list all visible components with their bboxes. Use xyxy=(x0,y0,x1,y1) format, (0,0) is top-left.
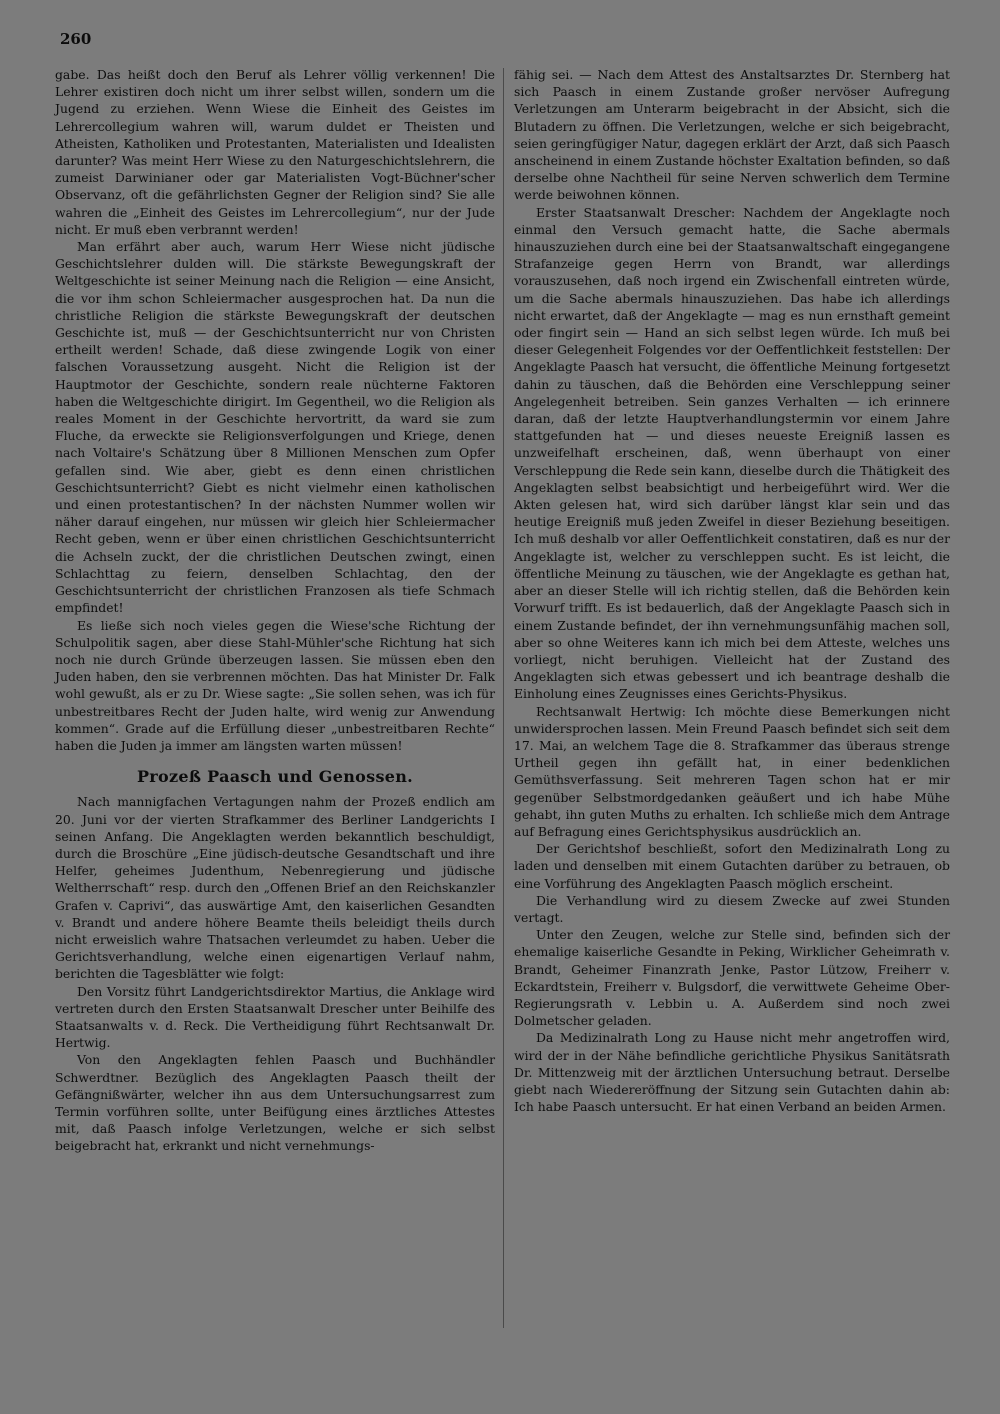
paragraph: Da Medizinalrath Long zu Hause nicht mehr angetroffen wird, wird der in der Nähe befindliche gerichtliche Physikus Sanitätsrath Dr. Mittenzweig mit der ärztlichen Untersuchung betraut. Derselbe giebt nach Wiedereröffnung der Sitzung sein Gutachten dahin ab: Ich habe Paasch untersucht. Er hat einen Verband an beiden Armen. xyxy=(514,1030,950,1115)
paragraph: Die Verhandlung wird zu diesem Zwecke auf zwei Stunden vertagt. xyxy=(514,892,950,925)
paragraph: Den Vorsitz führt Landgerichtsdirektor Martius, die Anklage wird vertreten durch den Ersten Staatsanwalt Drescher unter Beihilfe des Staatsanwalts v. d. Reck. Die Vertheidigung führt Rechtsanwalt Dr. Hertwig. xyxy=(55,983,495,1051)
left-column xyxy=(55,66,495,1155)
paragraph: Es ließe sich noch vieles gegen die Wiese'sche Richtung der Schulpolitik sagen, aber diese Stahl-Mühler'sche Richtung hat sich noch nie durch Gründe überzeugen lassen. Sie müssen eben den Juden haben, den sie verbrennen möchten. Das hat Minister Dr. Falk wohl gewußt, als er zu Dr. Wiese sagte: „Sie sollen sehen, was ich für unbestreitbares Recht der Juden halte, wird wenig zur Anwendung kommen“. Grade auf die Erfüllung dieser „unbestreitbaren Rechte“ haben die Juden ja immer am längsten warten müssen! xyxy=(55,617,495,753)
paragraph: Von den Angeklagten fehlen Paasch und Buchhändler Schwerdtner. Bezüglich des Angeklagten Paasch theilt der Gefängnißwärter, welcher ihn aus dem Untersuchungsarrest zum Termin vorführen sollte, unter Beifügung eines ärztliches Attestes mit, daß Paasch infolge Verletzungen, welche er sich selbst beigebracht hat, erkrankt und nicht vernehmungs- xyxy=(55,1052,495,1154)
paragraph: fähig sei. — Nach dem Attest des Anstaltsarztes Dr. Sternberg hat sich Paasch in einem Zustande großer nervöser Aufregung Verletzungen am Unterarm beigebracht in der Absicht, sich die Blutadern zu öffnen. Die Verletzungen, welche er sich beigebracht, seien geringfügiger Natur, dagegen erklärt der Arzt, daß sich Paasch anscheinend in einem Zustande höchster Exaltation befinden, so daß derselbe ohne Nachtheil für seine Nerven schwerlich dem Termine werde beiwohnen können. xyxy=(514,67,950,203)
paragraph: gabe. Das heißt doch den Beruf als Lehrer völlig verkennen! Die Lehrer existiren doch nicht um ihrer selbst willen, sondern um die Jugend zu erziehen. Wenn Wiese die Einheit des Geistes im Lehrercollegium wahren will, warum duldet er Theisten und Atheisten, Katholiken und Protestanten, Materialisten und Idealisten darunter? Was meint Herr Wiese zu den Naturgeschichtslehrern, die zumeist Darwinianer oder gar Materialisten Vogt-Büchner'scher Observanz, oft die gefährlichsten Gegner der Religion sind? Sie alle wahren die „Einheit des Geistes im Lehrercollegium“, nur der Jude nicht. Er muß eben verbrannt werden! xyxy=(55,67,495,237)
paragraph: Rechtsanwalt Hertwig: Ich möchte diese Bemerkungen nicht unwidersprochen lassen. Mein Freund Paasch befindet sich seit dem 17. Mai, an welchem Tage die 8. Strafkammer das überaus strenge Urtheil gegen ihn gefällt hat, in einer bedenklichen Gemüthsverfassung. Seit mehreren Tagen schon hat er mir gegenüber Selbstmordgedanken geäußert und ich habe Mühe gehabt, ihn guten Muths zu erhalten. Ich schließe mich dem Antrage auf Befragung eines Gerichtsphysikus ausdrücklich an. xyxy=(514,703,950,839)
column-divider xyxy=(503,68,504,1328)
paragraph: Man erfährt aber auch, warum Herr Wiese nicht jüdische Geschichtslehrer dulden will. Die stärkste Bewegungskraft der Weltgeschichte ist seiner Meinung nach die Religion — eine Ansicht, die vor ihm schon Schleiermacher ausgesprochen hat. Da nun die christliche Religion die stärkste Bewegungskraft der deutschen Geschichte ist, muß — der Geschichtsunterricht nur von Christen ertheilt werden! Schade, daß diese zwingende Logik von einer falschen Voraussetzung ausgeht. Nicht die Religion ist der Hauptmotor der Geschichte, sondern reale nüchterne Faktoren haben die Weltgeschichte dirigirt. Im Gegentheil, wo die Religion als reales Moment in der Geschichte hervortritt, da ward sie zum Fluche, da erweckte sie Religionsverfolgungen und Kriege, denen nach Voltaire's Schätzung über 8 Millionen Menschen zum Opfer gefallen sind. Wie aber, giebt es denn einen christlichen Geschichtsunterricht? Giebt es nicht vielmehr einen katholischen und einen protestantischen? In der nächsten Nummer wollen wir näher darauf eingehen, nur müssen wir gleich hier Schleiermacher Recht geben, wenn er über einen christlichen Geschichtsunterricht die Achseln zuckt, der die christlichen Deutschen zwingt, einen Schlachttag zu feiern, denselben Schlachtag, den der Geschichtsunterricht der christlichen Franzosen als tiefe Schmach empfindet! xyxy=(55,239,495,616)
paragraph: Erster Staatsanwalt Drescher: Nachdem der Angeklagte noch einmal den Versuch gemacht hatte, die Sache abermals hinauszuziehen durch eine bei der Staatsanwaltschaft eingegangene Strafanzeige gegen Herrn von Brandt, war allerdings vorauszusehen, daß noch irgend ein Zwischenfall eintreten würde, um die Sache abermals hinauszuziehen. Das habe ich allerdings nicht erwartet, daß der Angeklagte — mag es nun ernsthaft gemeint oder fingirt sein — Hand an sich selbst legen würde. Ich muß bei dieser Gelegenheit Folgendes vor der Oeffentlichkeit feststellen: Der Angeklagte Paasch hat versucht, die öffentliche Meinung fortgesetzt dahin zu täuschen, daß die Behörden eine Verschleppung seiner Angelegenheit betreiben. Sein ganzes Verhalten — ich erinnere daran, daß der letzte Hauptverhandlungstermin vor einem Jahre stattgefunden hat — und dieses neueste Ereigniß lassen es unzweifelhaft erscheinen, daß, wenn überhaupt von einer Verschleppung die Rede sein kann, dieselbe durch die Thätigkeit des Angeklagten selbst beabsichtigt und herbeigeführt wird. Wer die Akten gelesen hat, wird sich darüber längst klar sein und das heutige Ereigniß muß jeden Zweifel in dieser Beziehung beseitigen. Ich muß deshalb vor aller Oeffentlichkeit constatiren, daß es nur der Angeklagte ist, welcher zu verschleppen sucht. Es ist leicht, die öffentliche Meinung zu täuschen, wie der Angeklagte es gethan hat, aber an dieser Stelle will ich richtig stellen, daß die Behörden kein Vorwurf trifft. Es ist bedauerlich, daß der Angeklagte Paasch sich in einem Zustande befindet, der ihn vernehmungsunfähig machen soll, aber so ohne Weiteres kann ich mich bei dem Atteste, welches uns vorliegt, nicht beruhigen. Vielleicht hat der Zustand des Angeklagten sich etwas gebessert und ich beantrage deshalb die Einholung eines Zeugnisses eines Gerichts-Physikus. xyxy=(514,204,950,702)
section-title: Prozeß Paasch und Genossen. xyxy=(136,767,414,787)
paragraph: Unter den Zeugen, welche zur Stelle sind, befinden sich der ehemalige kaiserliche Gesandte in Peking, Wirklicher Geheimrath v. Brandt, Geheimer Finanzrath Jenke, Pastor Lützow, Freiherr v. Eckardtstein, Freiherr v. Bulgsdorf, die verwittwete Geheime Ober-Regierungsrath v. Lebbin u. A. Außerdem sind noch zwei Dolmetscher geladen. xyxy=(514,927,950,1029)
page-number: 260 xyxy=(60,30,92,48)
right-column xyxy=(514,66,950,1115)
paragraph: Der Gerichtshof beschließt, sofort den Medizinalrath Long zu laden und denselben mit einem Gutachten darüber zu betrauen, ob eine Vorführung des Angeklagten Paasch möglich erscheint. xyxy=(514,841,950,891)
paragraph: Nach mannigfachen Vertagungen nahm der Prozeß endlich am 20. Juni vor der vierten Strafkammer des Berliner Landgerichts I seinen Anfang. Die Angeklagten werden bekanntlich beschuldigt, durch die Broschüre „Eine jüdisch-deutsche Gesandtschaft und ihre Helfer, geheimes Judenthum, Nebenregierung und jüdische Weltherrschaft“ resp. durch den „Offenen Brief an den Reichskanzler Grafen v. Caprivi“, das auswärtige Amt, den kaiserlichen Gesandten v. Brandt und andere höhere Beamte theils beleidigt theils durch nicht erweislich wahre Thatsachen verleumdet zu haben. Ueber die Gerichtsverhandlung, welche einen eigenartigen Verlauf nahm, berichten die Tagesblätter wie folgt: xyxy=(55,794,495,982)
